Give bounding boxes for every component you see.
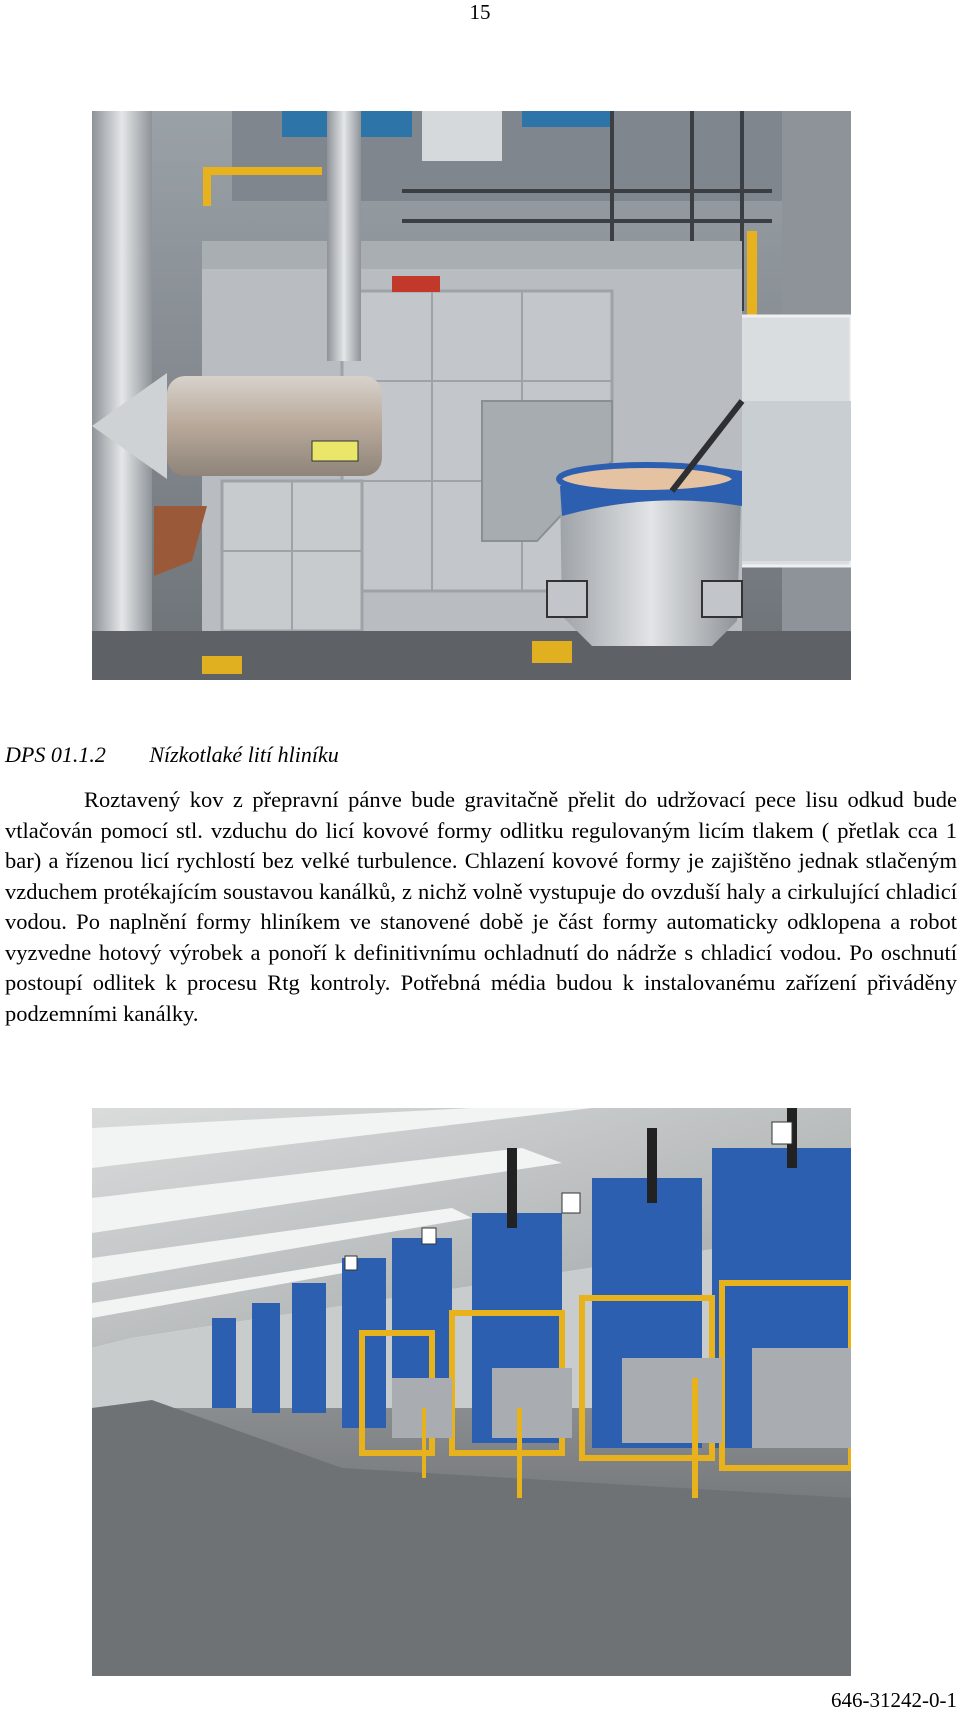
body-paragraph: Roztavený kov z přepravní pánve bude gravitačně přelit do udržovací pece lisu odkud bude vtlačován pomocí stl. vzduchu do licí kovové formy odlitku regulovaným licím tlakem ( přetlak cca 1 bar) a řízenou licí rychlostí bez velké turbulence. Chlazení kovové formy je zajištěno jednak stlačeným vzduchem protékajícím soustavou kanálků, z nichž volně vystupuje do ovzduší haly a cirkulující chladicí vodou. Po naplnění formy hliníkem ve stanovené době je část formy automaticky odklopena a robot vyzvedne hotový výrobek a ponoří k definitivnímu ochladnutí do nádrže s chladicí vodou. Po oschnutí postoupí odlitek k procesu Rtg kontroly. Potřebná média budou k instalovanému zařízení přiváděny podzemními kanálky. xyxy=(5,787,957,1026)
section-code: DPS 01.1.2 xyxy=(5,742,106,767)
section-heading xyxy=(5,740,339,770)
furnace-photo xyxy=(92,111,851,680)
document-id: 646-31242-0-1 xyxy=(831,1688,957,1712)
page-number: 15 xyxy=(469,0,491,24)
section-title: Nízkotlaké lití hliníku xyxy=(149,742,339,767)
casting-line-photo xyxy=(92,1108,851,1676)
